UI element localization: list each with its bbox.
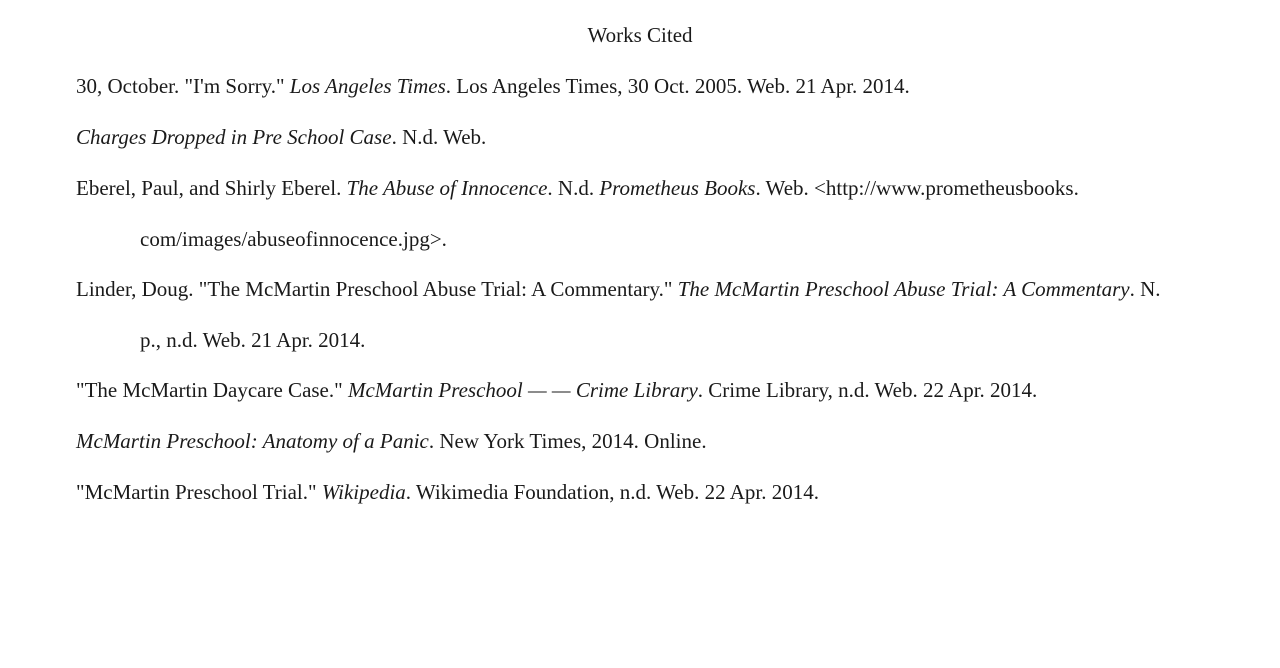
citation-text: . Wikimedia Foundation, n.d. Web. 22 Apr. 2014.: [405, 480, 819, 504]
citation-text: "The McMartin Daycare Case.": [76, 378, 348, 402]
citation-text: . N.: [1129, 277, 1161, 301]
citation-entry-7: [76, 479, 819, 505]
citation-text: Linder, Doug. "The McMartin Preschool Abuse Trial: A Commentary.": [76, 277, 678, 301]
citation-text: . N.d.: [547, 176, 600, 200]
citation-source-title: The Abuse of Innocence: [346, 176, 548, 200]
citation-publisher-title: Prometheus Books: [599, 176, 756, 200]
citation-text: . Web. <http://www.prometheusbooks.: [755, 176, 1079, 200]
citation-text: . New York Times, 2014. Online.: [428, 429, 707, 453]
citation-entry-4-continuation: p., n.d. Web. 21 Apr. 2014.: [140, 328, 366, 352]
citation-entry-4: [76, 276, 1161, 302]
citation-text: "McMartin Preschool Trial.": [76, 480, 322, 504]
citation-source-title: Wikipedia: [321, 480, 406, 504]
citation-entry-6: [76, 428, 707, 454]
citation-text: . N.d. Web.: [391, 125, 487, 149]
citation-source-title: McMartin Preschool — — Crime Library: [347, 378, 698, 402]
citation-text: . Los Angeles Times, 30 Oct. 2005. Web. 21 Apr. 2014.: [445, 74, 910, 98]
citation-entry-2: [76, 124, 486, 150]
citation-source-title: McMartin Preschool: Anatomy of a Panic: [76, 429, 429, 453]
citation-text: . Crime Library, n.d. Web. 22 Apr. 2014.: [697, 378, 1038, 402]
citation-text: Eberel, Paul, and Shirly Eberel.: [76, 176, 347, 200]
page-title: Works Cited: [587, 23, 693, 47]
citation-source-title: Los Angeles Times: [289, 74, 446, 98]
citation-entry-1: [76, 73, 910, 99]
citation-source-title: The McMartin Preschool Abuse Trial: A Commentary: [677, 277, 1130, 301]
citation-source-title: Charges Dropped in Pre School Case: [76, 125, 392, 149]
citation-entry-3: [76, 175, 1079, 201]
citation-entry-3-continuation: com/images/abuseofinnocence.jpg>.: [140, 227, 447, 251]
citation-text: 30, October. "I'm Sorry.": [76, 74, 290, 98]
citation-entry-5: [76, 377, 1037, 403]
